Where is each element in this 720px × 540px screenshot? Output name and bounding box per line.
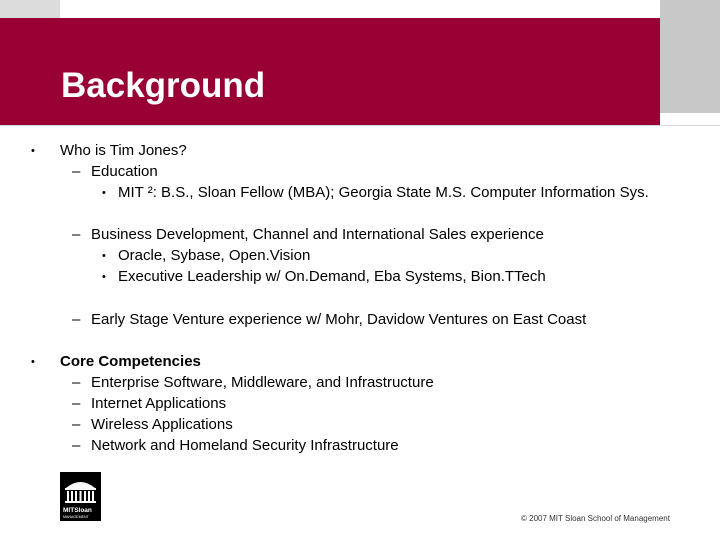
- logo-wordmark: MITSloan: [63, 507, 92, 514]
- sub-sub-bullet-oracle: Oracle, Sybase, Open.Vision: [118, 247, 311, 264]
- dome-icon: [60, 472, 101, 521]
- bullet-marker: •: [102, 271, 106, 283]
- sub-bullet-business-development: Business Development, Channel and International Sales experience: [91, 226, 544, 243]
- dash-marker: –: [72, 416, 81, 433]
- dash-marker: –: [72, 437, 81, 454]
- bullet-marker: •: [31, 145, 35, 157]
- sub-bullet-network-homeland-security: Network and Homeland Security Infrastructure: [91, 437, 399, 454]
- bullet-who-is-tim-jones: Who is Tim Jones?: [60, 142, 187, 159]
- sub-bullet-enterprise-software: Enterprise Software, Middleware, and Infrastructure: [91, 374, 434, 391]
- title-divider: [0, 125, 720, 126]
- sub-bullet-education: Education: [91, 163, 158, 180]
- sub-bullet-internet-applications: Internet Applications: [91, 395, 227, 412]
- footer-copyright: © 2007 MIT Sloan School of Management: [521, 514, 670, 523]
- sub-sub-bullet-mit: MIT ²: B.S., Sloan Fellow (MBA); Georgia State M.S. Computer Information Sys.: [118, 184, 649, 201]
- sub-bullet-early-stage-venture: Early Stage Venture experience w/ Mohr, Davidow Ventures on East Coast: [91, 311, 587, 328]
- sub-bullet-wireless-applications: Wireless Applications: [91, 416, 233, 433]
- dash-marker: –: [72, 374, 81, 391]
- dash-marker: –: [72, 163, 81, 180]
- bullet-marker: •: [31, 356, 35, 368]
- header-gray-block-right: [660, 0, 720, 113]
- bullet-marker: •: [102, 250, 106, 262]
- slide-title: Background: [61, 66, 266, 105]
- dash-marker: –: [72, 226, 81, 243]
- mit-sloan-logo: [60, 472, 101, 521]
- dash-marker: –: [72, 395, 81, 412]
- sub-sub-bullet-executive-leadership: Executive Leadership w/ On.Demand, Eba Systems, Bion.TTech: [118, 268, 546, 285]
- bullet-core-competencies: Core Competencies: [60, 353, 201, 370]
- header-gray-strip-left: [0, 0, 60, 18]
- logo-subtext: MANAGEMENT: [63, 515, 89, 519]
- dash-marker: –: [72, 311, 81, 328]
- bullet-marker: •: [102, 187, 106, 199]
